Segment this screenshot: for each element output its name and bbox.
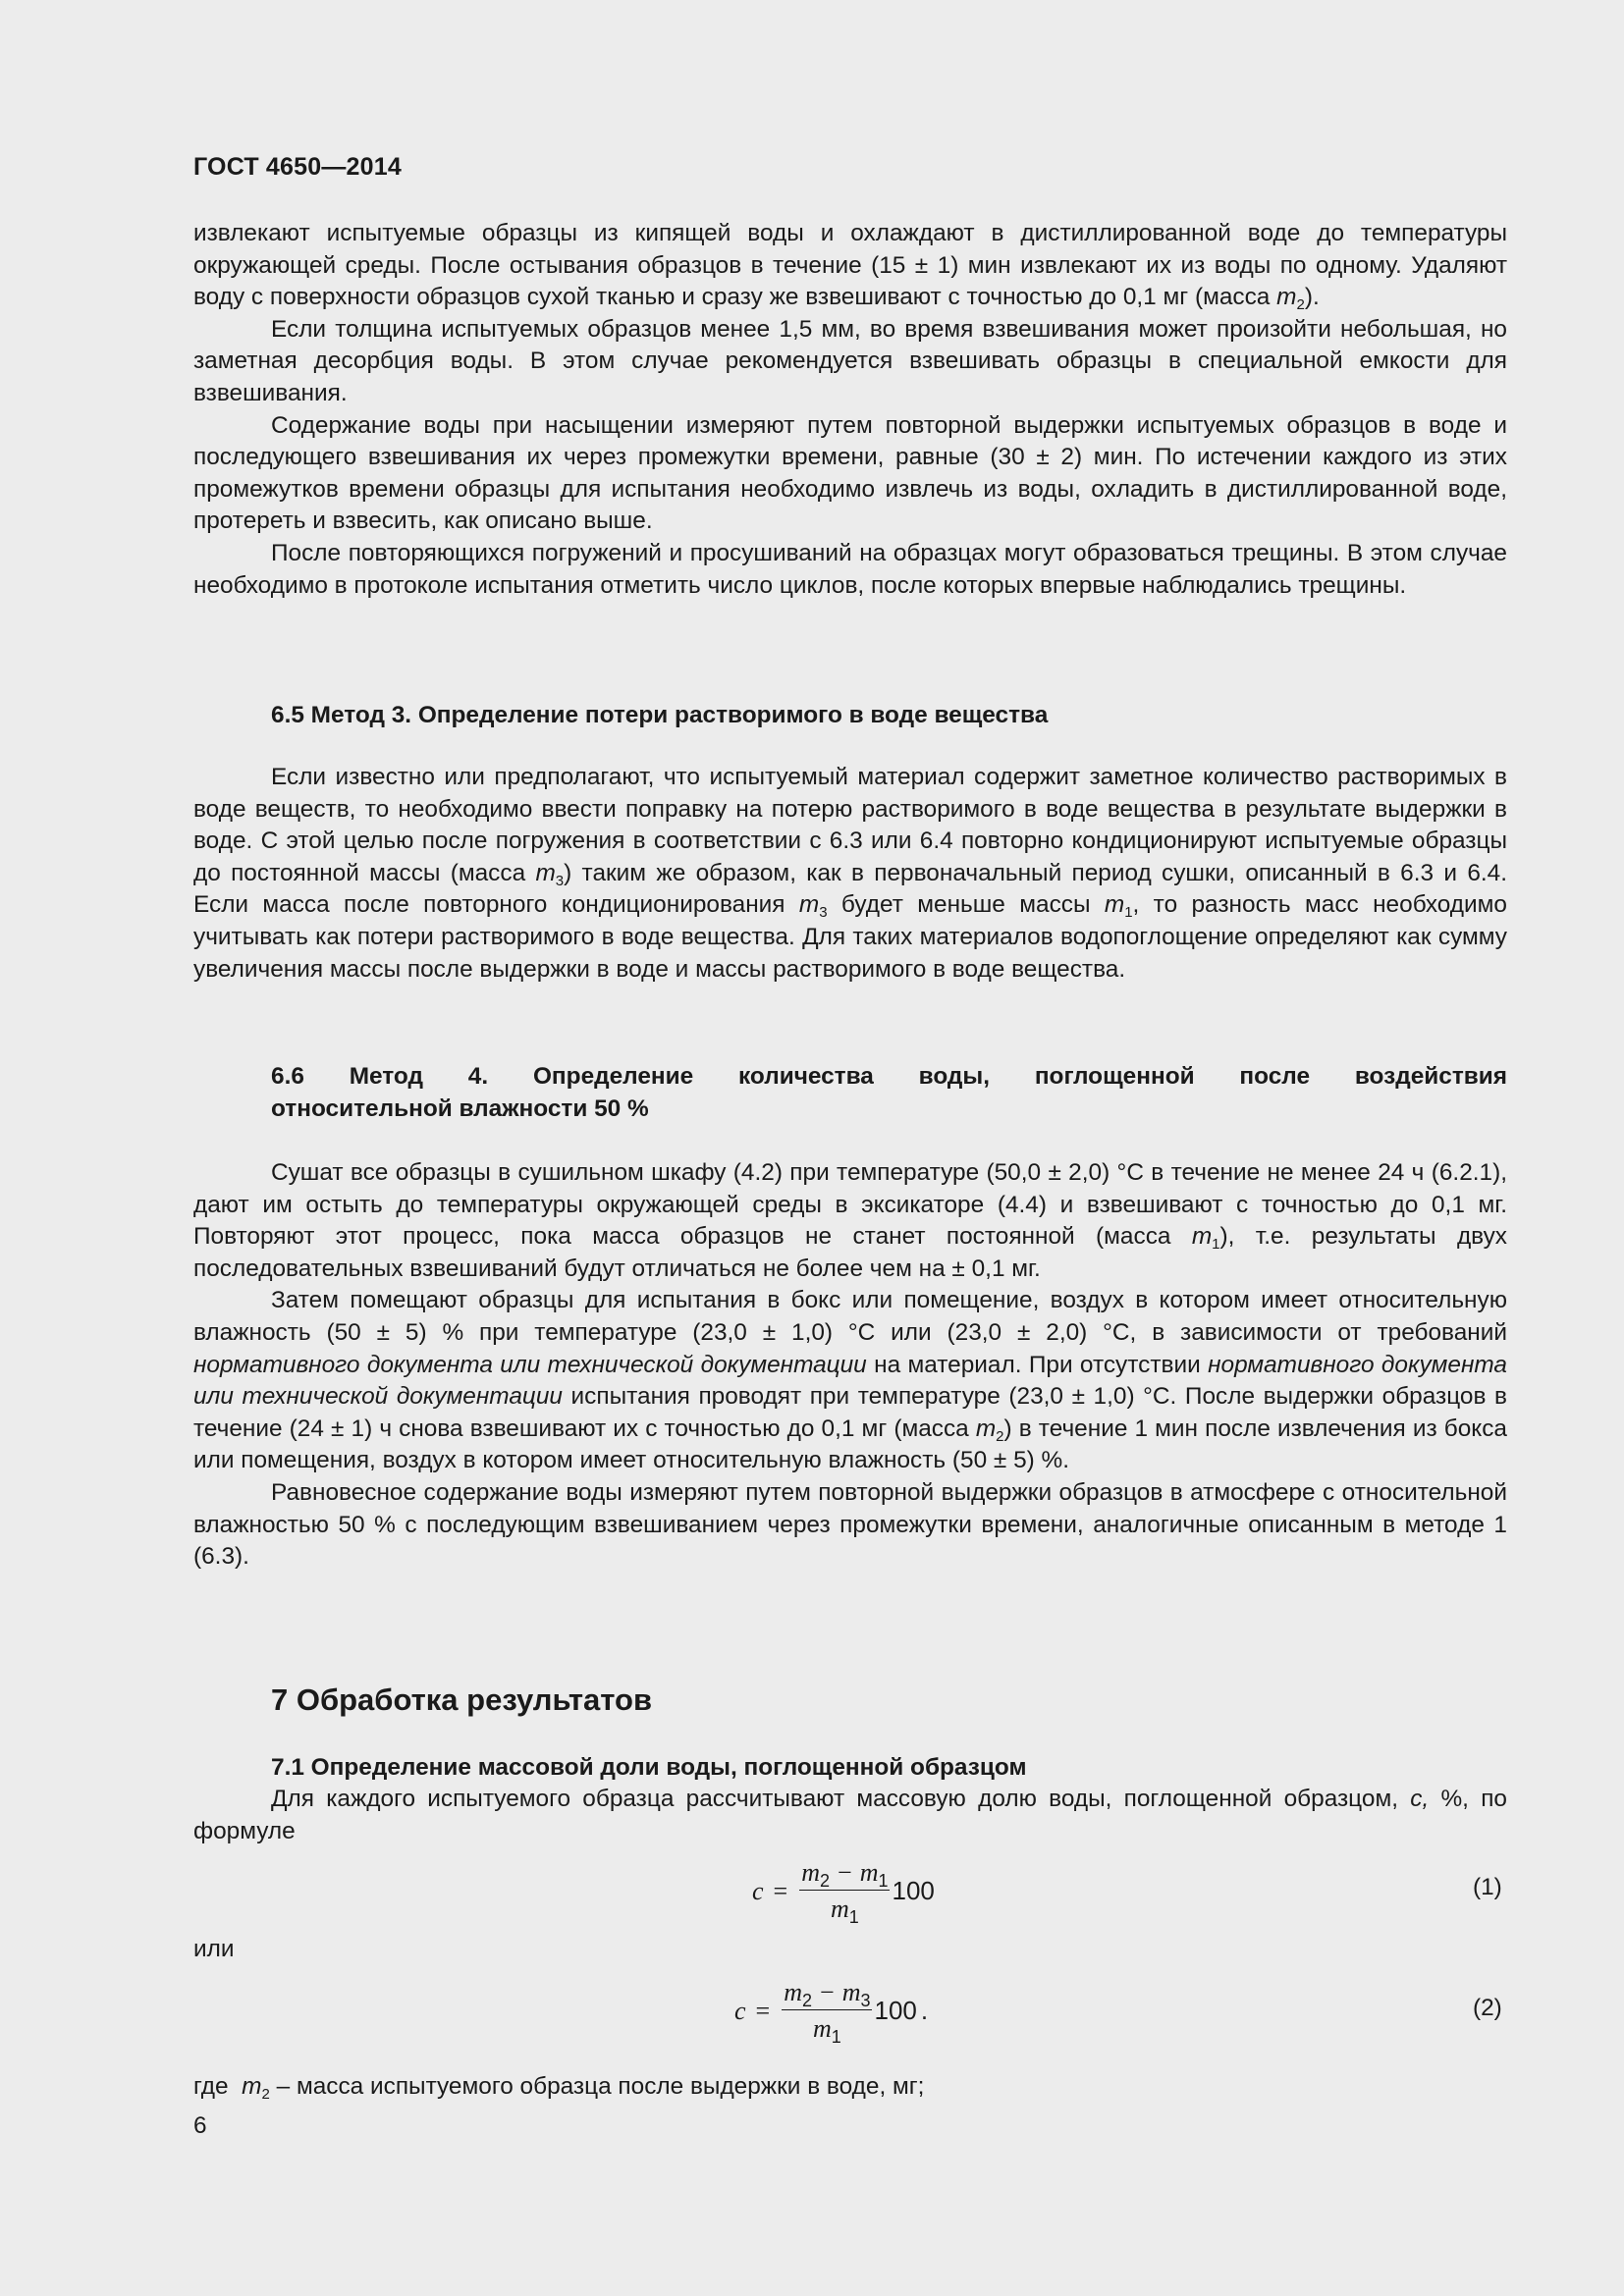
formula-1 [752, 1858, 935, 1927]
subscript: 2 [1296, 296, 1305, 314]
subscript: 1 [878, 1871, 889, 1891]
var: m [812, 2014, 832, 2043]
page-number: 6 [193, 2112, 207, 2139]
variable: m [535, 859, 556, 886]
italic-text: нормативного документа или технической документации [193, 1351, 1507, 1411]
equals-sign: = [773, 1876, 788, 1905]
variable: m [1276, 284, 1297, 311]
subscript: 2 [261, 2086, 270, 2103]
text: ) таким же образом, как в первоначальный период сушки, описанный в 6.3 и 6.4. Если масса после повторного кондиционирования [193, 859, 1508, 919]
denominator [830, 1891, 859, 1927]
section-heading-6-5: 6.5 Метод 3. Определение потери растворимого в воде вещества [271, 702, 1049, 728]
subscript: 3 [860, 1991, 871, 2010]
fraction [799, 1858, 890, 1927]
numerator [799, 1858, 890, 1891]
formula-lhs: c [734, 1996, 746, 2025]
var: m [841, 1978, 861, 2006]
text: Сушат все образцы в сушильном шкафу (4.2) при температуре (50,0 ± 2,0) °С в течение не менее 24 ч (6.2.1), дают им остыть до температуры окружающей среды в эксикаторе (4.4) и взвешивают с точностью до 0,1 мг. Повторяют этот процесс, пока масса образцов не станет постоянной (масса [193, 1159, 1507, 1251]
heading-line: относительной влажности 50 % [271, 1095, 649, 1122]
text: ) в течение 1 мин после извлечения из бокса или помещения, воздух в котором имеет относительную влажность (50 ± 5) %. [193, 1415, 1507, 1474]
equals-sign: = [755, 1996, 771, 2025]
paragraph [193, 762, 1507, 986]
variable: m [975, 1415, 997, 1442]
numerator [782, 1978, 872, 2010]
var: m [859, 1858, 879, 1887]
text: извлекают испытуемые образцы из кипящей воды и охлаждают в дистиллированной воде до температуры окружающей среды. После остывания образцов в течение (15 ± 1) мин извлекают их из воды по одному. Удаляют воду с поверхности образцов сухой тканью и сразу же взвешивают с точностью до 0,1 мг (масса [193, 220, 1507, 311]
text: Если известно или предполагают, что испытуемый материал содержит заметное количество растворимых в воде веществ, то необходимо ввести поправку на потерю растворимого в воде вещества в результате выдержки в воде. С этой целью после погружения в соответствии с 6.3 или 6.4 повторно кондиционируют испытуемые образцы до постоянной массы (масса [193, 764, 1507, 886]
section-6-5-body [193, 762, 1507, 986]
section-heading-7: 7 Обработка результатов [271, 1682, 653, 1717]
formula-tail: . [920, 1996, 929, 2025]
var: m [801, 1858, 820, 1887]
paragraph [193, 1157, 1507, 1285]
variable: m [1191, 1223, 1213, 1251]
section-heading-6-6 [271, 1061, 1507, 1125]
text: на материал. При отсутствии [866, 1351, 1209, 1378]
text: испытания проводят при температуре (23,0 ± 1,0) °С. После выдержки образцов в течение (24 ± 1) ч снова взвешивают их с точностью до 0,1 мг (масса [193, 1383, 1507, 1442]
coefficient: 100 [892, 1876, 935, 1905]
paragraph: Если толщина испытуемых образцов менее 1,5 мм, во время взвешивания может произойти небольшая, но заметная десорбция воды. В этом случае рекомендуется взвешивать образцы в специальной емкости для взвешивания. [193, 315, 1507, 406]
minus-sign: − [820, 1978, 835, 2006]
paragraph [193, 218, 1507, 314]
equation-number-1: (1) [1473, 1874, 1502, 1900]
equation-number-2: (2) [1473, 1995, 1502, 2021]
text: Затем помещают образцы для испытания в бокс или помещение, воздух в котором имеет относительную влажность (50 ± 5) % при температуре (23,0 ± 1,0) °С или (23,0 ± 2,0) °С, в зависимости от требований [193, 1287, 1507, 1346]
subscript: 2 [996, 1427, 1004, 1445]
where-line [193, 2073, 924, 2101]
var: m [830, 1895, 849, 1923]
paragraph [193, 1285, 1507, 1477]
subscript: 1 [848, 1907, 859, 1927]
fraction [782, 1978, 872, 2047]
heading-line: 6.6 Метод 4. Определение количества воды, поглощенной после воздействия [271, 1063, 1507, 1090]
subscript: 1 [1212, 1236, 1220, 1254]
subscript: 3 [555, 872, 565, 889]
text: , то разность масс необходимо учитывать как потери растворимого в воде вещества. Для таких материалов водопоглощение определяют как сумму увеличения массы после выдержки в воде и массы растворимого в воде вещества. [193, 891, 1507, 983]
paragraph: Содержание воды при насыщении измеряют путем повторной выдержки испытуемых образцов в воде и последующего взвешивания их через промежутки времени, равные (30 ± 2) мин. По истечении каждого из этих промежутков времени образцы для испытания необходимо извлечь из воды, охладить в дистиллированной воде, протереть и взвесить, как описано выше. [193, 411, 1507, 535]
paragraph: Равновесное содержание воды измеряют путем повторной выдержки образцов в атмосфере с относительной влажностью 50 % с последующим взвешиванием через промежутки времени, аналогичные описанным в методе 1 (6.3). [193, 1478, 1507, 1571]
formula-lhs: c [752, 1876, 764, 1905]
coefficient: 100 [874, 1996, 917, 2025]
text: Для каждого испытуемого образца рассчитывают массовую долю воды, поглощенной образцом, [271, 1786, 1411, 1812]
variable: m [798, 891, 820, 919]
subscript: 2 [802, 1991, 813, 2010]
var: m [784, 1978, 802, 2006]
paragraph [193, 1784, 1507, 1847]
subscript: 1 [831, 2027, 841, 2047]
subscript: 2 [820, 1871, 831, 1891]
subscript: 3 [819, 904, 828, 922]
text: ). [1304, 284, 1320, 311]
document-header: ГОСТ 4650—2014 [193, 153, 402, 181]
denominator [812, 2010, 841, 2047]
text: ), т.е. результаты двух последовательных взвешиваний будут отличаться не более чем на ± 0,1 мг. [193, 1223, 1507, 1282]
text: %, по формуле [193, 1786, 1507, 1844]
intro-block [193, 218, 1507, 602]
section-heading-7-1: 7.1 Определение массовой доли воды, поглощенной образцом [271, 1754, 1027, 1781]
text: где [193, 2073, 243, 2100]
formula-2 [734, 1978, 929, 2047]
subscript: 1 [1124, 904, 1133, 922]
section-6-6-body [193, 1157, 1507, 1574]
section-7-1-body [193, 1784, 1507, 1847]
text: – масса испытуемого образца после выдержки в воде, мг; [269, 2073, 925, 2100]
paragraph: После повторяющихся погружений и просушиваний на образцах могут образоваться трещины. В этом случае необходимо в протоколе испытания отметить число циклов, после которых впервые наблюдались трещины. [193, 539, 1507, 599]
text: будет меньше массы [827, 891, 1105, 919]
or-text: или [193, 1936, 235, 1962]
variable: m [1104, 891, 1125, 919]
variable: m [242, 2073, 262, 2100]
variable: c, [1410, 1786, 1430, 1812]
italic-text: нормативного документа или технической документации [193, 1351, 867, 1378]
minus-sign: − [838, 1858, 852, 1887]
